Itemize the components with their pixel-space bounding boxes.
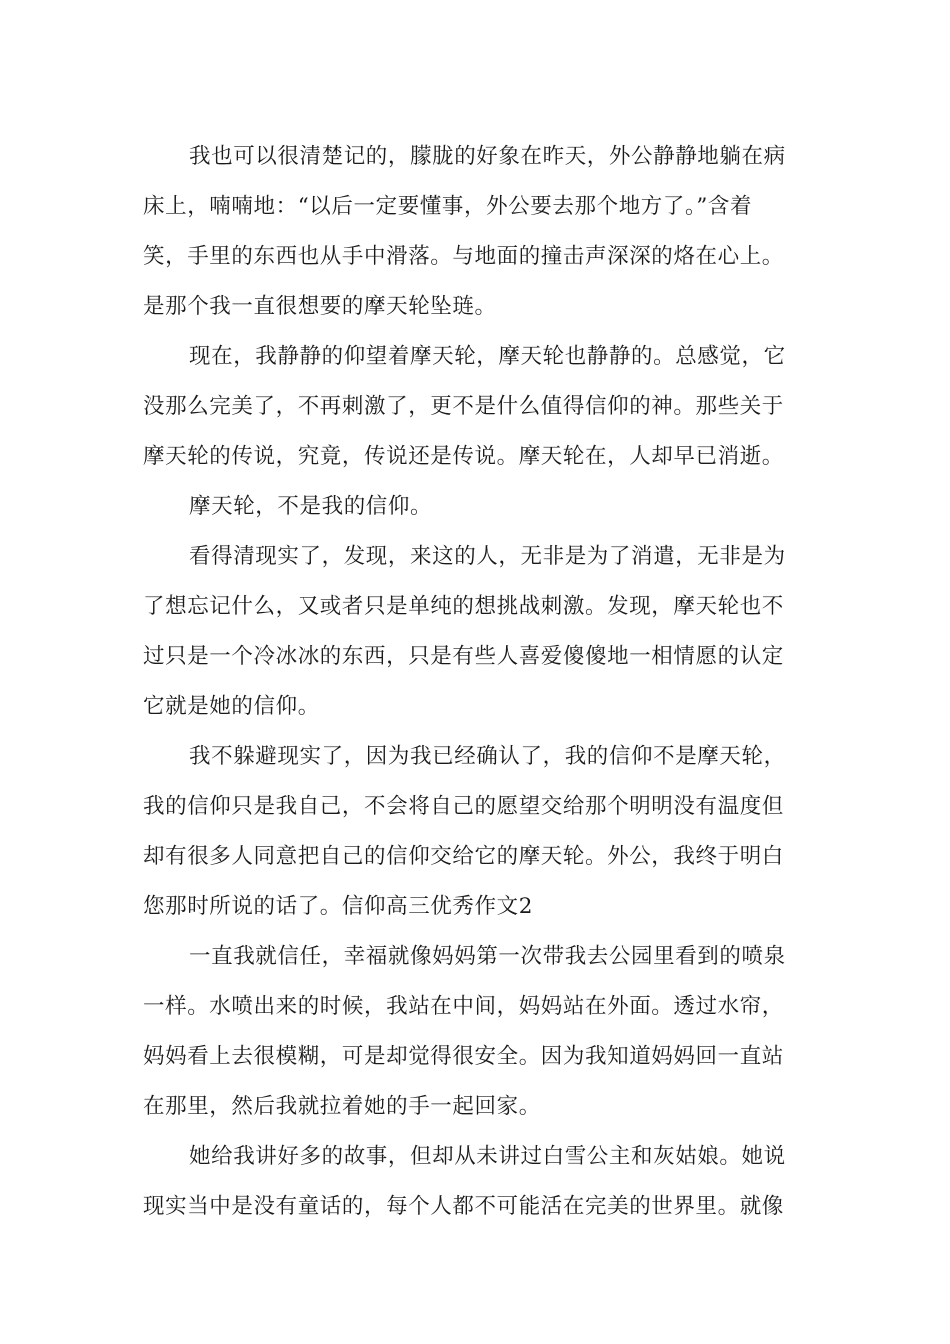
text-line: 它就是她的信仰。: [143, 694, 320, 719]
text-line: 您那时所说的话了。信仰高三优秀作文2: [143, 894, 533, 919]
text-line: 在那里，然后我就拉着她的手一起回家。: [143, 1094, 541, 1119]
text-line: 我的信仰只是我自己，不会将自己的愿望交给那个明明没有温度但: [143, 794, 784, 819]
text-line: 看得清现实了，发现，来这的人，无非是为了消遣，无非是为: [189, 544, 786, 569]
text-line: 摩天轮的传说，究竟，传说还是传说。摩天轮在，人却早已消逝。: [143, 444, 784, 469]
text-line: 没那么完美了，不再刺激了，更不是什么值得信仰的神。那些关于: [143, 394, 784, 419]
text-line: 摩天轮，不是我的信仰。: [189, 494, 433, 519]
text-line: 现在，我静静的仰望着摩天轮，摩天轮也静静的。总感觉，它: [189, 344, 786, 369]
text-line: 却有很多人同意把自己的信仰交给它的摩天轮。外公，我终于明白: [143, 844, 784, 869]
text-line: 笑，手里的东西也从手中滑落。与地面的撞击声深深的烙在心上。: [143, 244, 784, 269]
text-line: 我不躲避现实了，因为我已经确认了，我的信仰不是摩天轮，: [189, 744, 786, 769]
text-line: 她给我讲好多的故事，但却从未讲过白雪公主和灰姑娘。她说: [189, 1144, 786, 1169]
text-line: 过只是一个冷冰冰的东西，只是有些人喜爱傻傻地一相情愿的认定: [143, 644, 784, 669]
text-line: 一样。水喷出来的时候，我站在中间，妈妈站在外面。透过水帘，: [143, 994, 784, 1019]
text-line: 床上，喃喃地：“以后一定要懂事，外公要去那个地方了。”含着: [143, 194, 753, 219]
text-line: 是那个我一直很想要的摩天轮坠琏。: [143, 294, 497, 319]
text-line: 我也可以很清楚记的，朦胧的好象在昨天，外公静静地躺在病: [189, 144, 786, 169]
text-line: 一直我就信任，幸福就像妈妈第一次带我去公园里看到的喷泉: [189, 944, 786, 969]
text-line: 妈妈看上去很模糊，可是却觉得很安全。因为我知道妈妈回一直站: [143, 1044, 784, 1069]
text-line: 现实当中是没有童话的，每个人都不可能活在完美的世界里。就像: [143, 1194, 784, 1219]
essay-body: [143, 132, 808, 1232]
text-line: 了想忘记什么，又或者只是单纯的想挑战刺激。发现，摩天轮也不: [143, 594, 784, 619]
